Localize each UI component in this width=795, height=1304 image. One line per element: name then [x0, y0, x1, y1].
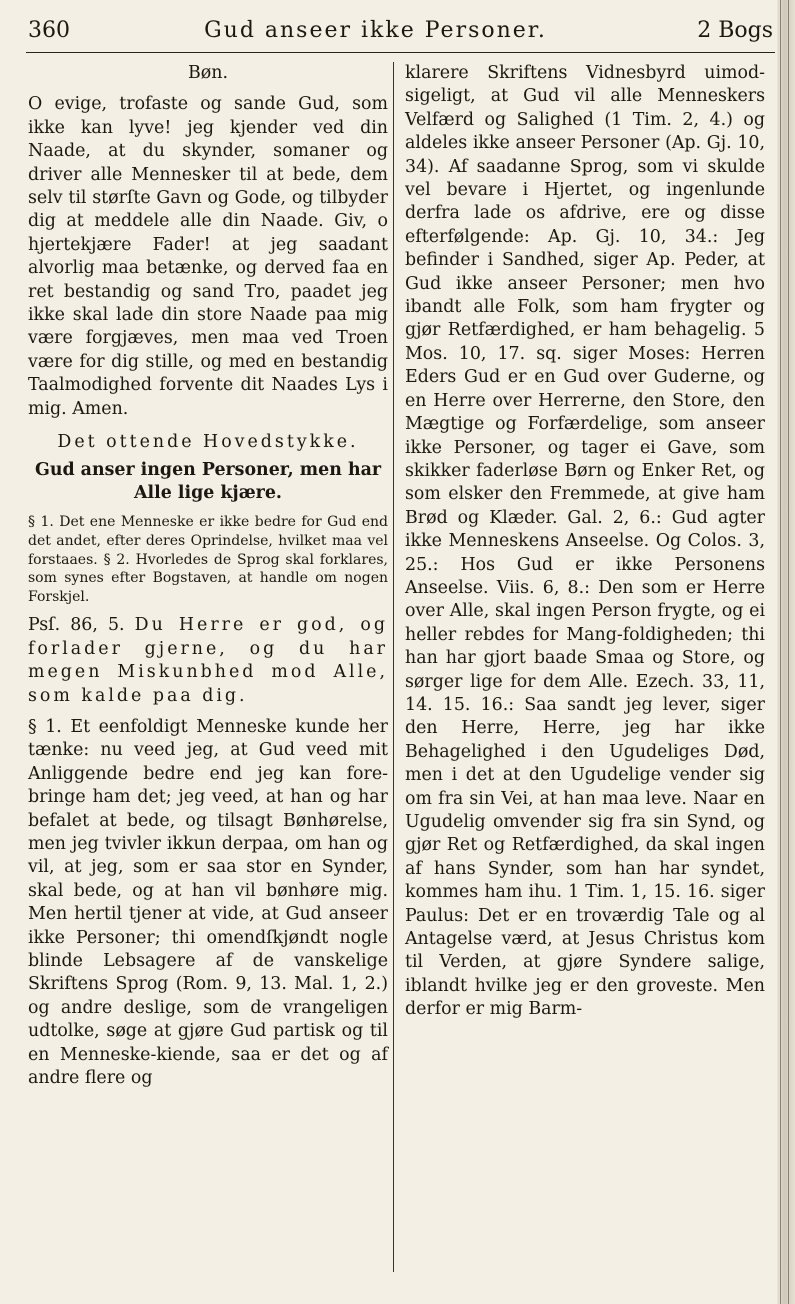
- page-number: 360: [28, 18, 70, 43]
- scripture-block: [28, 614, 388, 708]
- section-heading: Det ottende Hovedstykke.: [57, 432, 359, 453]
- prayer-text: O evige, trofaste og sande Gud, som ikke kan lyve! jeg kjender ved din Naade, at du skynder, somaner og driver alle Mennesker til at bede, dem selv til størſte Gavn og Gode, og tilbyder dig at meddele alle din Naade. Giv, o hjertekjære Fader! at jeg saadant alvorlig maa betænke, og derved faa en ret bestandig og sand Tro, paadet jeg ikke skal lade din store Naade paa mig være forgjæves, men maa ved Troen være for dig stille, og med en bestandig Taalmodighed forvente dit Naades Lys i mig. Amen.: [28, 94, 388, 419]
- header-rule: [26, 52, 775, 53]
- right-column-text: klarere Skriftens Vidnesbyrd uimod-sigeligt, at Gud vil alle Menneskers Velfærd og Salighed (1 Tim. 2, 4.) og aldeles ikke anseer Personer (Ap. Gj. 10, 34). Af saadanne Sprog, som vi skulde vel bevare i Hjertet, og ingenlunde derfra lade os afdrive, ere og disse efterfølgende: Ap. Gj. 10, 34.: Jeg befinder i Sandhed, siger Ap. Peder, at Gud ikke anseer Personer; men hvo ibandt alle Folk, som ham frygter og gjør Retfærdighed, er ham behagelig. 5 Mos. 10, 17. sq. siger Moses: Herren Eders Gud er en Gud over Guderne, og en Herre over Herrerne, den Store, den Mægtige og Forfærdelige, som anseer ikke Personer, og tager ei Gave, som skikker faderløse Børn og Enker Ret, og som elsker den Fremmede, at give ham Brød og Klæder. Gal. 2, 6.: Gud agter ikke Menneskens Anseelse. Og Colos. 3, 25.: Hos Gud er ikke Personens Anseelse. Viis. 6, 8.: Den som er Herre over Alle, skal ingen Person frygte, og ei heller rebdes for Mang-foldigheden; thi han har gjort baade Smaa og Store, og sørger lige for dem Alle. Ezech. 33, 11, 14. 15. 16.: Saa sandt jeg lever, siger den Herre, Herre, jeg har ikke Behagelighed i den Ugudeliges Død, men i det at den Ugudelige vender sig om fra sin Vei, at han maa leve. Naar en Ugudelig omvender sig fra sin Synd, og gjør Ret og Retfærdighed, da skal ingen af hans Synder, som han har syndet, kommes ham ihu. 1 Tim. 1, 15. 16. siger Paulus: Det er en troværdig Tale og al Antagelse værd, at Jesus Christus kom til Verden, at gjøre Syndere salige, iblandt hvilke jeg er den groveste. Men derfor er mig Barm-: [405, 63, 765, 1020]
- scripture-reference: Psſ. 86, 5.: [28, 615, 125, 636]
- paragraph-1: § 1. Et eenfoldigt Menneske kunde her tænke: nu veed jeg, at Gud veed mit Anliggende bedre end jeg kan fore-bringe ham det; jeg veed, at han og har befalet at bede, og tilsagt Bønhørelse, men jeg tvivler ikkun derpaa, om han og vil, at jeg, som er saa stor en Synder, skal bede, og at han vil bønhøre mig. Men hertil tjener at vide, at Gud anseer ikke Personer; thi omendſkjøndt nogle blinde Lebsagere af de vanskelige Skriftens Sprog (Rom. 9, 13. Mal. 1, 2.) og andre deslige, som de vrangeligen udtolke, søge at gjøre Gud partisk og til en Menneske-kiende, saa er det og af andre flere og: [28, 716, 388, 1088]
- running-title: Gud anseer ikke Personer.: [204, 18, 547, 43]
- left-column: [28, 62, 388, 1090]
- signature-mark: 2 Bogs: [697, 18, 773, 43]
- page-edge-line: [780, 0, 781, 1304]
- prayer-heading: Bøn.: [188, 63, 228, 83]
- section-summary: § 1. Det ene Menneske er ikke bedre for Gud end det andet, efter deres Oprindelse, hvilket maa vel forstaaes. § 2. Hvorledes de Sprog skal forklares, som synes efter Bogstaven, at handle om nogen Forskjel.: [28, 514, 388, 605]
- column-divider: [393, 62, 394, 1272]
- right-column: [405, 62, 765, 1022]
- section-subtitle: Gud anser ingen Personer, men har Alle lige kjære.: [34, 459, 382, 503]
- page-edge-line: [788, 0, 789, 1304]
- scripture-text: Du Herre er god, og forlader gjerne, og du har megen Miskunbhed mod Alle, som kalde paa dig.: [28, 615, 388, 706]
- running-header: [28, 18, 773, 48]
